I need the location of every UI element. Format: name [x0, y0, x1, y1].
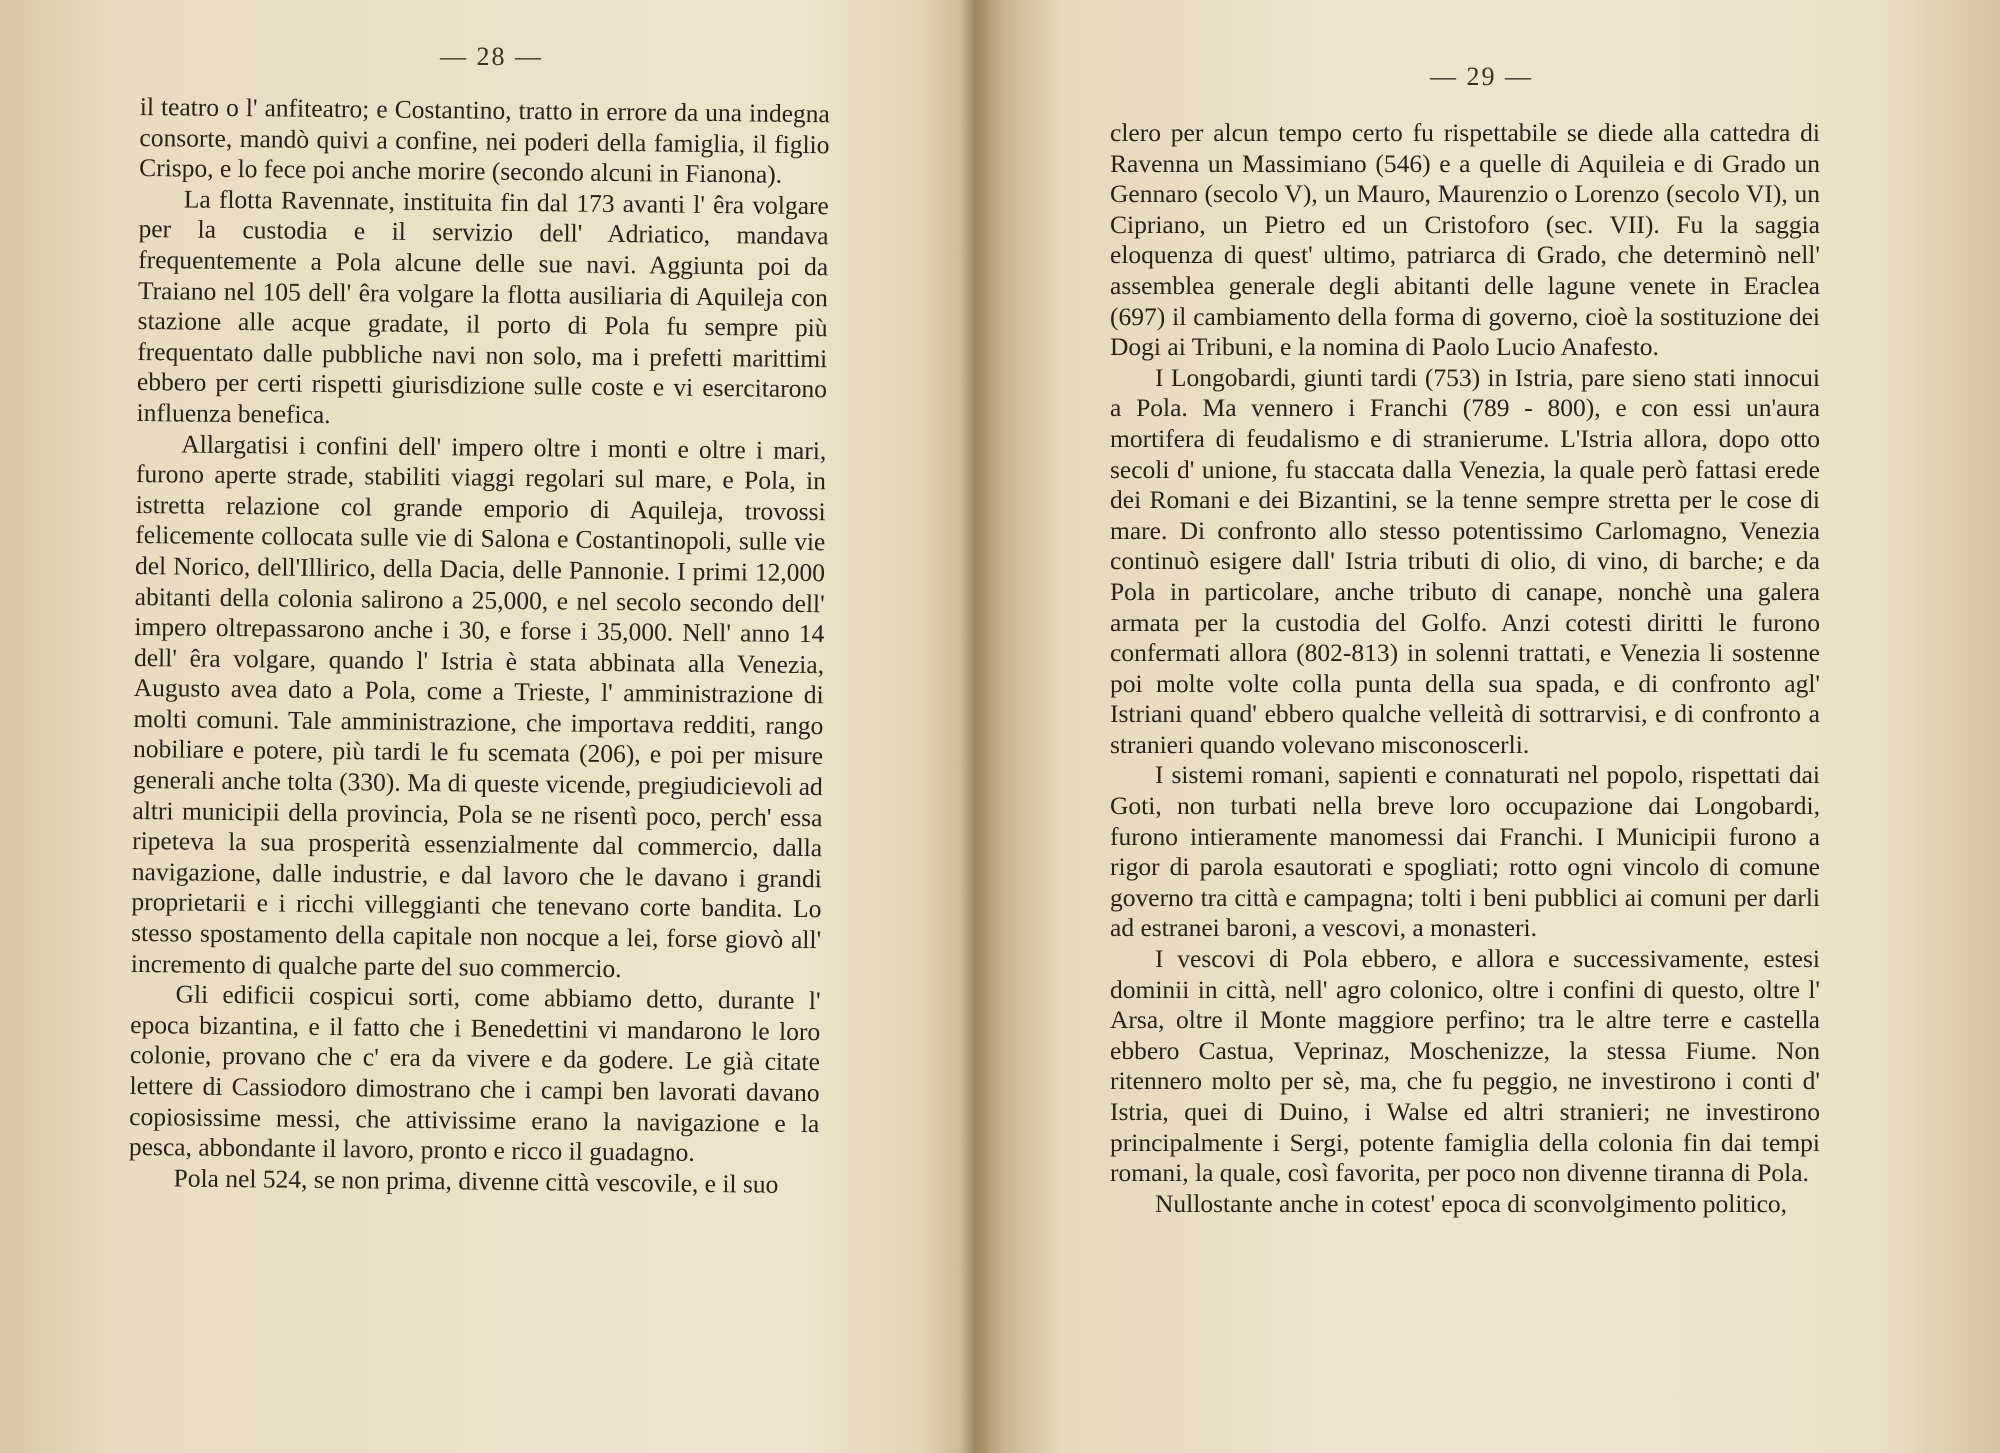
right-page: [990, 0, 2000, 1453]
paragraph: I sistemi romani, sapienti e connaturati nel popolo, rispettati dai Goti, non turbati nella breve loro occupazione dai Longobardi, furono intieramente manomessi dai Franchi. I Municipii furono a rigor di parola esautorati e spogliati; rotto ogni vincolo di comune governo tra città e campagna; tolti i beni pubblici ai comuni per darli ad estranei baroni, a vescovi, a monasteri.: [1110, 760, 1820, 943]
paragraph: clero per alcun tempo certo fu rispettabile se diede alla cattedra di Ravenna un Massimiano (546) e a quelle di Aquileia e di Grado un Gennaro (secolo V), un Mauro, Maurenzio o Lorenzo (secolo VI), un Cipriano, un Pietro ed un Cristoforo (sec. VII). Fu la saggia eloquenza di quest' ultimo, patriarca di Grado, che determinò nell' assemblea generale degli abitanti delle lagune venete in Eraclea (697) il cambiamento della forma di governo, cioè la sostituzione dei Dogi ai Tribuni, e la nomina di Paolo Lucio Anafesto.: [1110, 118, 1820, 362]
left-page: [0, 0, 960, 1453]
paragraph: Pola nel 524, se non prima, divenne città vescovile, e il suo: [173, 1163, 779, 1199]
paragraph: Gli edificii cospicui sorti, come abbiamo detto, durante l' epoca bizantina, e il fatto che i Benedettini vi mandarono le loro colonie, provano che c' era da vivere e da godere. Le già citate lettere di Cassiodoro dimostrano che i campi ben lavorati davano copiosissime messi, che attivissime erano la navigazione e la pesca, abbondante il lavoro, pronto e ricco il guadagno.: [128, 979, 821, 1168]
page-number: — 29 —: [1430, 62, 1533, 91]
book-gutter: [960, 0, 990, 1453]
paragraph: I Longobardi, giunti tardi (753) in Istria, pare sieno stati innocui a Pola. Ma vennero i Franchi (789 - 800), e con essi un'aura mortifera di feudalismo e di stranierume. L'Istria allora, dopo otto secoli d' unione, fu staccata dalla Venezia, la quale però fattasi erede dei Romani e dei Bizantini, se la tenne sempre stretta per le cose di mare. Di confronto allo stesso potentissimo Carlomagno, Venezia continuò esigere dall' Istria tributi di olio, di vino, di barche; e da Pola in particolare, anche tributo di canape, nonchè una galera armata per la custodia del Golfo. Anzi cotesti diritti le furono confermati allora (802-813) in solenni trattati, e Venezia li sostenne poi molte volte colla punta della sua spada, e di confronto agl' Istriani quand' ebbero qualche velleità di sottrarvisi, e di confronto a stranieri quando volevano misconoscerli.: [1110, 362, 1820, 759]
page-number: — 28 —: [440, 42, 543, 71]
paragraph: il teatro o l' anfiteatro; e Costantino, tratto in errore da una indegna consorte, mandò quivi a confine, nei poderi della famiglia, il figlio Crispo, e lo fece poi anche morire (secondo alcuni in Fianona).: [139, 92, 830, 189]
paragraph: Nullostante anche in cotest' epoca di sconvolgimento politico,: [1155, 1188, 1788, 1218]
paragraph: Allargatisi i confini dell' impero oltre i monti e oltre i mari, furono aperte strade, stabiliti viaggi regolari sul mare, e Pola, in istretta relazione col grande emporio di Aquileja, trovossi felicemente collocata sulle vie di Salona e Costantinopoli, sulle vie del Norico, dell'Illirico, della Dacia, delle Pannonie. I primi 12,000 abitanti della colonia salirono a 25,000, e nel secolo secondo dell' impero oltrepassarono anche i 30, e forse i 35,000. Nell' anno 14 dell' êra volgare, quando l' Istria è stata abbinata alla Venezia, Augusto avea dato a Pola, come a Trieste, l' amministrazione di molti comuni. Tale amministrazione, che importava redditi, rango nobiliare e potere, più tardi le fu scemata (206), e poi per misure generali anche tolta (330). Ma di queste vicende, pregiudicievoli ad altri municipii della provincia, Pola se ne risentì poco, perch' essa ripeteva la sua prosperità essenzialmente dal commercio, dalla navigazione, dalle industrie, e dal lavoro che le davano i grandi proprietarii e i ricchi villeggianti che tenevano corte bandita. Lo stesso spostamento della capitale non nocque a lei, forse giovò all' incremento di qualche parte del suo commercio.: [130, 428, 827, 983]
page-body: [1110, 118, 1820, 1219]
paragraph: I vescovi di Pola ebbero, e allora e successivamente, estesi dominii in città, nell' agro colonico, oltre i confini di questo, oltre l' Arsa, oltre il Monte maggiore perfino; tra le altre terre e castella ebbero Castua, Veprinaz, Moschenizze, la stessa Fiume. Non ritennero molto per sè, ma, che fu peggio, ne investirono i conti d' Istria, quei di Duino, i Walse ed altri stranieri; ne investirono principalmente i Sergi, potente famiglia della colonia fin dai tempi romani, la quale, così favorita, per poco non divenne tiranna di Pola.: [1110, 944, 1820, 1188]
page-body: [128, 92, 829, 1201]
paragraph: La flotta Ravennate, instituita fin dal 173 avanti l' êra volgare per la custodia e il servizio dell' Adriatico, mandava frequentemente a Pola alcune delle sue navi. Aggiunta poi da Traiano nel 105 dell' êra volgare la flotta ausiliaria di Aquileja con stazione alle acque gradate, il porto di Pola fu sempre più frequentato dalle pubbliche navi non solo, ma i prefetti marittimi ebbero per certi rispetti giurisdizione sulle coste e vi esercitarono influenza benefica.: [136, 184, 830, 429]
